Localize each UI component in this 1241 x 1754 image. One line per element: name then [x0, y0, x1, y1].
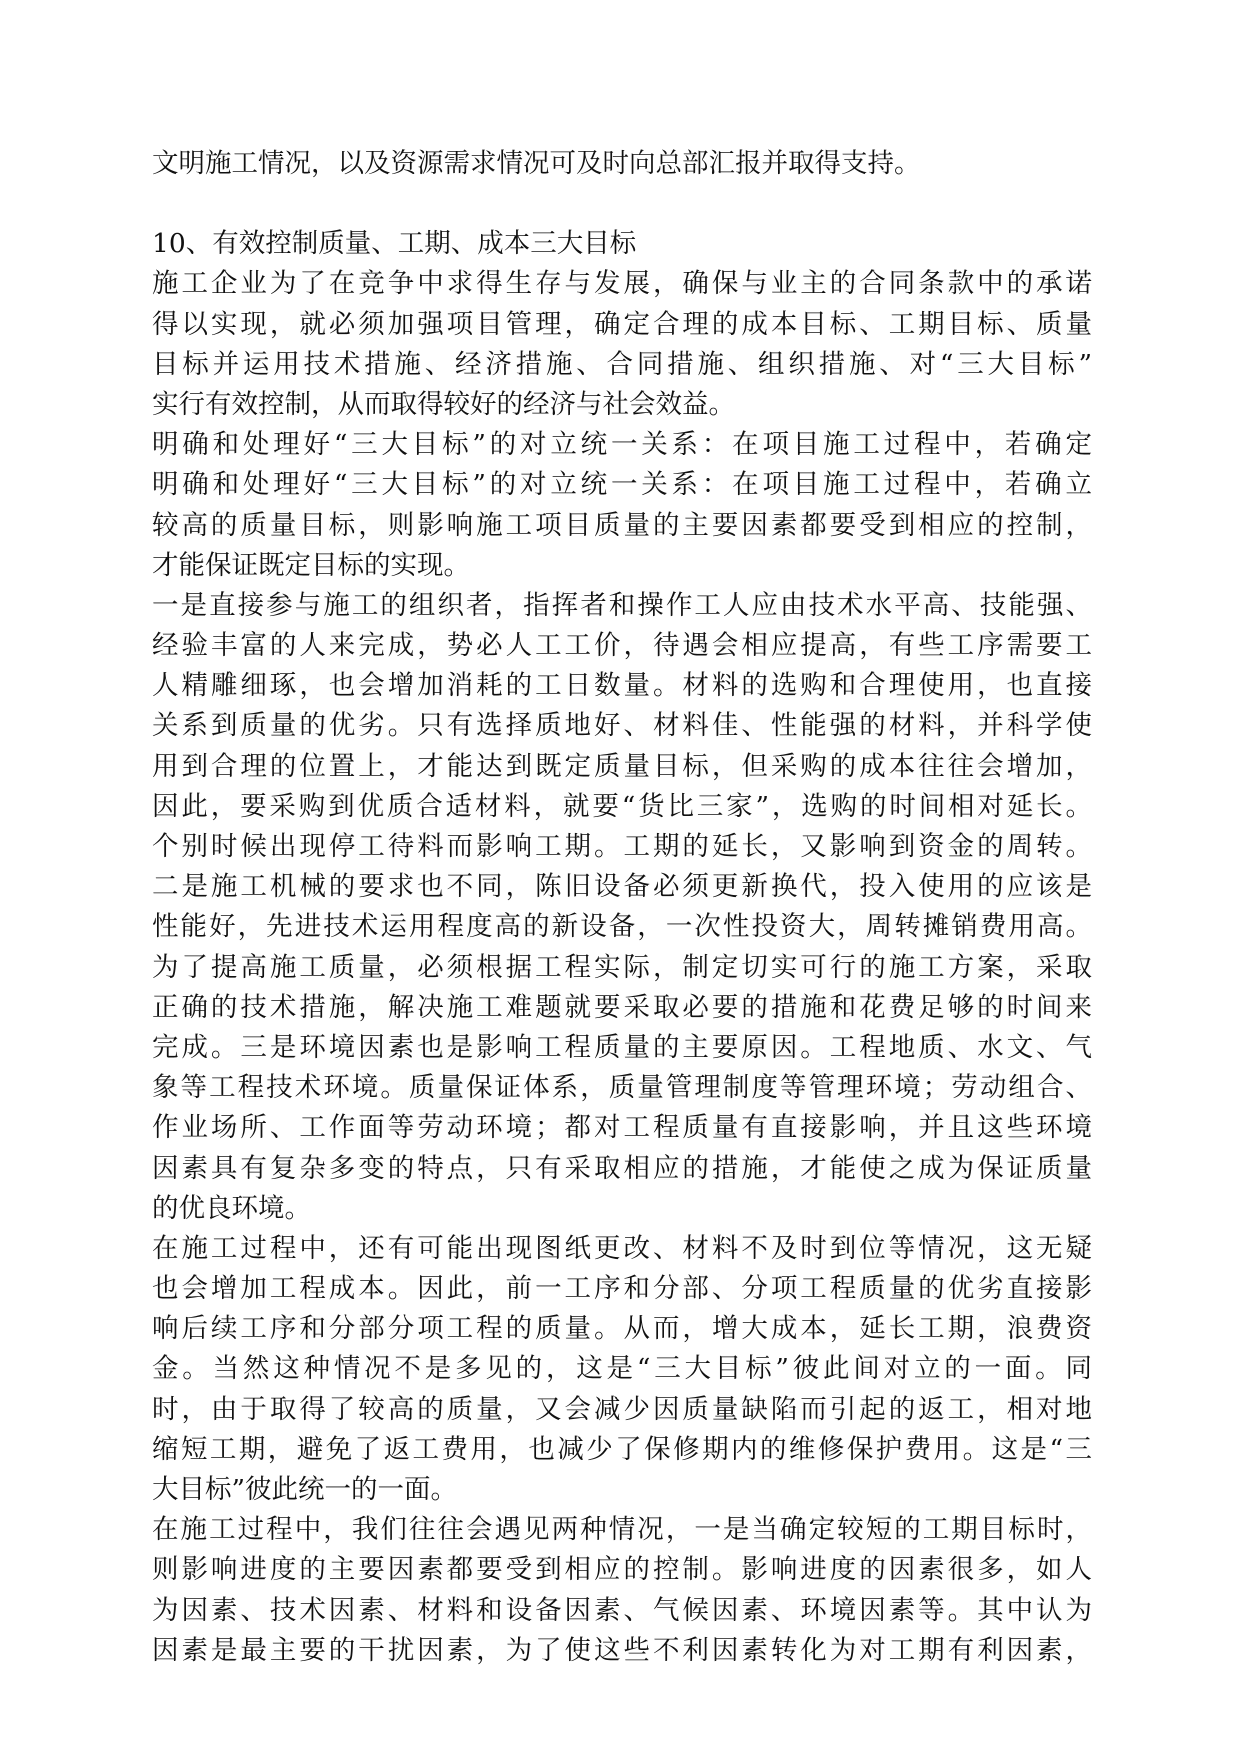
paragraph-line: 正确的技术措施，解决施工难题就要采取必要的措施和花费足够的时间来 — [152, 991, 1092, 1023]
paragraph-line: 关系到质量的优劣。只有选择质地好、材料佳、性能强的材料，并科学使 — [152, 710, 1092, 742]
paragraph-line: 在施工过程中，我们往往会遇见两种情况，一是当确定较短的工期目标时， — [152, 1514, 1092, 1546]
paragraph-line: 个别时候出现停工待料而影响工期。工期的延长，又影响到资金的周转。 — [152, 831, 1092, 862]
paragraph-line: 一是直接参与施工的组织者，指挥者和操作工人应由技术水平高、技能强、 — [152, 589, 1092, 621]
paragraph-line: 缩短工期，避免了返工费用，也减少了保修期内的维修保护费用。这是“三 — [152, 1433, 1092, 1465]
paragraph-line: 则影响进度的主要因素都要受到相应的控制。影响进度的因素很多，如人 — [152, 1554, 1092, 1586]
paragraph-line: 也会增加工程成本。因此，前一工序和分部、分项工程质量的优劣直接影 — [152, 1273, 1092, 1305]
paragraph-line: 为了提高施工质量，必须根据工程实际，制定切实可行的施工方案，采取 — [152, 951, 1092, 983]
paragraph-line: 大目标”彼此统一的一面。 — [152, 1474, 458, 1505]
paragraph-line: 文明施工情况，以及资源需求情况可及时向总部汇报并取得支持。 — [152, 148, 921, 179]
paragraph-line: 的优良环境。 — [152, 1192, 311, 1224]
paragraph-line: 明确和处理好“三大目标”的对立统一关系：在项目施工过程中，若确立 — [152, 469, 1092, 501]
section-heading: 10、有效控制质量、工期、成本三大目标 — [152, 228, 637, 260]
paragraph-line: 因此，要采购到优质合适材料，就要“货比三家”，选购的时间相对延长。 — [152, 790, 1092, 822]
paragraph-line: 明确和处理好“三大目标”的对立统一关系：在项目施工过程中，若确定 — [152, 429, 1092, 461]
paragraph-line: 在施工过程中，还有可能出现图纸更改、材料不及时到位等情况，这无疑 — [152, 1232, 1092, 1264]
paragraph-line: 人精雕细琢，也会增加消耗的工日数量。材料的选购和合理使用，也直接 — [152, 670, 1092, 702]
paragraph-line: 用到合理的位置上，才能达到既定质量目标，但采购的成本往往会增加， — [152, 750, 1092, 782]
paragraph-line: 响后续工序和分部分项工程的质量。从而，增大成本，延长工期，浪费资 — [152, 1313, 1092, 1345]
paragraph-line: 目标并运用技术措施、经济措施、合同措施、组织措施、对“三大目标” — [152, 348, 1092, 380]
paragraph-line: 完成。三是环境因素也是影响工程质量的主要原因。工程地质、水文、气 — [152, 1031, 1092, 1063]
paragraph-line: 性能好，先进技术运用程度高的新设备，一次性投资大，周转摊销费用高。 — [152, 911, 1092, 943]
paragraph-line: 实行有效控制，从而取得较好的经济与社会效益。 — [152, 388, 735, 420]
paragraph-line: 因素是最主要的干扰因素，为了使这些不利因素转化为对工期有利因素， — [152, 1634, 1092, 1666]
document-page — [152, 144, 1092, 1671]
paragraph-line: 经验丰富的人来完成，势必人工工价，待遇会相应提高，有些工序需要工 — [152, 630, 1092, 662]
paragraph-line: 才能保证既定目标的实现。 — [152, 549, 470, 581]
paragraph-line: 为因素、技术因素、材料和设备因素、气候因素、环境因素等。其中认为 — [152, 1594, 1092, 1626]
blank-line — [152, 184, 1092, 224]
paragraph-line: 作业场所、工作面等劳动环境；都对工程质量有直接影响，并且这些环境 — [152, 1112, 1092, 1144]
paragraph-line: 时，由于取得了较高的质量，又会减少因质量缺陷而引起的返工，相对地 — [152, 1393, 1092, 1425]
paragraph-line: 施工企业为了在竞争中求得生存与发展，确保与业主的合同条款中的承诺 — [152, 268, 1092, 300]
paragraph-line: 得以实现，就必须加强项目管理，确定合理的成本目标、工期目标、质量 — [152, 308, 1092, 340]
paragraph-line: 二是施工机械的要求也不同，陈旧设备必须更新换代，投入使用的应该是 — [152, 871, 1092, 903]
paragraph-line: 较高的质量目标，则影响施工项目质量的主要因素都要受到相应的控制， — [152, 509, 1092, 541]
paragraph-line: 象等工程技术环境。质量保证体系，质量管理制度等管理环境；劳动组合、 — [152, 1072, 1092, 1104]
paragraph-line: 金。当然这种情况不是多见的，这是“三大目标”彼此间对立的一面。同 — [152, 1353, 1092, 1385]
paragraph-line: 因素具有复杂多变的特点，只有采取相应的措施，才能使之成为保证质量 — [152, 1152, 1092, 1184]
